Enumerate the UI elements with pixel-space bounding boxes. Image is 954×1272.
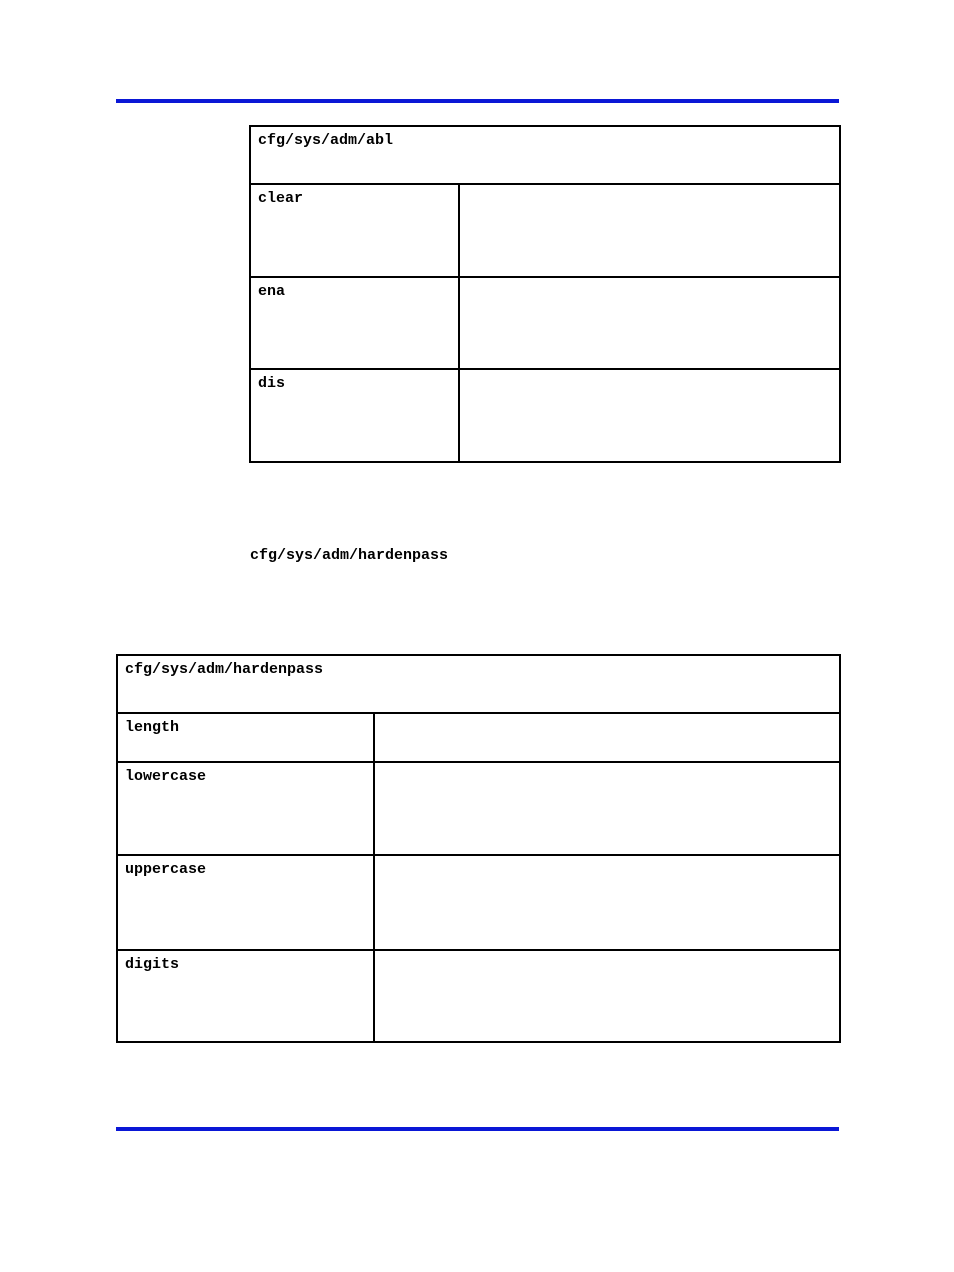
description-cell xyxy=(459,277,840,369)
description-cell xyxy=(374,950,840,1042)
header-rule xyxy=(116,99,839,103)
command-cell: ena xyxy=(250,277,459,369)
description-cell xyxy=(374,713,840,762)
table-row xyxy=(250,184,840,277)
table-title: cfg/sys/adm/hardenpass xyxy=(117,655,840,713)
table-row xyxy=(250,369,840,462)
table-row xyxy=(117,762,840,855)
description-cell xyxy=(459,184,840,277)
command-cell: lowercase xyxy=(117,762,374,855)
command-cell: dis xyxy=(250,369,459,462)
footer-rule xyxy=(116,1127,839,1131)
table-row xyxy=(117,950,840,1042)
description-cell xyxy=(374,762,840,855)
table-row xyxy=(250,277,840,369)
table-title: cfg/sys/adm/abl xyxy=(250,126,840,184)
description-cell xyxy=(459,369,840,462)
hardenpass-command-text: cfg/sys/adm/hardenpass xyxy=(250,547,449,564)
command-cell: digits xyxy=(117,950,374,1042)
description-cell xyxy=(374,855,840,950)
table-row xyxy=(117,855,840,950)
table-row xyxy=(117,713,840,762)
command-cell: length xyxy=(117,713,374,762)
hardenpass-command-table xyxy=(116,654,841,1043)
command-cell: uppercase xyxy=(117,855,374,950)
command-cell: clear xyxy=(250,184,459,277)
abl-command-table xyxy=(249,125,841,463)
